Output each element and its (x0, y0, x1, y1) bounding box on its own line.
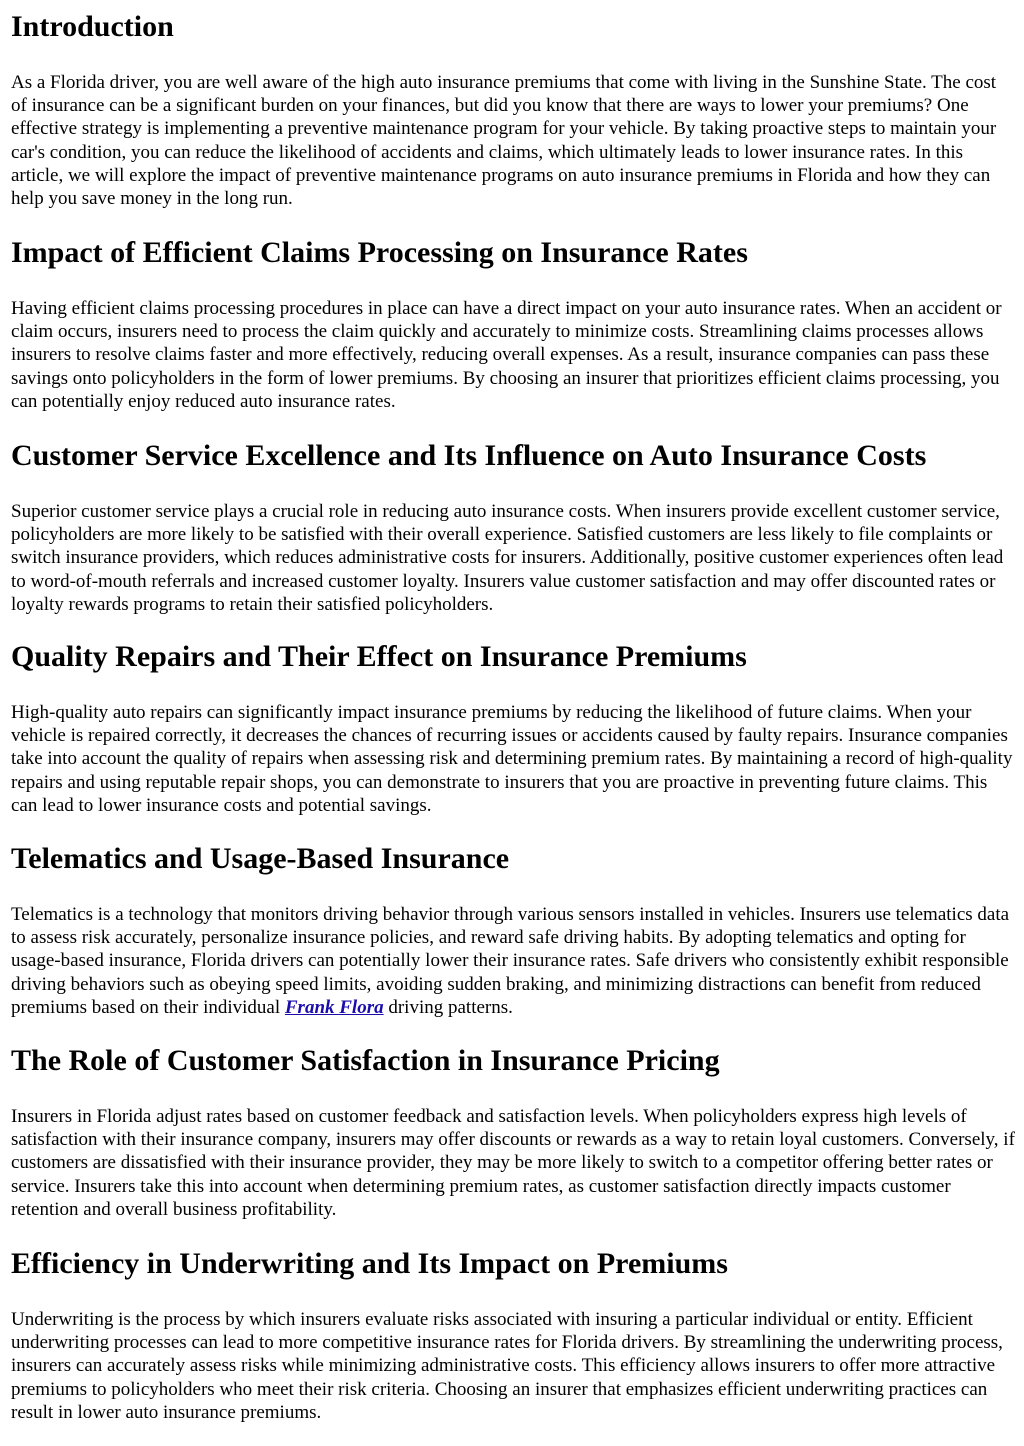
section-heading: The Role of Customer Satisfaction in Insurance Pricing (11, 1044, 720, 1077)
frank-flora-link[interactable]: Frank Flora (284, 996, 384, 1018)
section-telematics (11, 842, 1016, 1019)
section-introduction (11, 10, 1016, 210)
section-claims-processing (11, 236, 1016, 413)
section-paragraph: Superior customer service plays a crucial role in reducing auto insurance costs. When insurers provide excellent customer service, policyholders are more likely to be satisfied with their overall experience. Satisfied customers are less likely to file complaints or switch insurance providers, which reduces administrative costs for insurers. Additionally, positive customer experiences often lead to word-of-mouth referrals and increased customer loyalty. Insurers value customer satisfaction and may offer discounted rates or loyalty rewards programs to retain their satisfied policyholders. (11, 501, 1004, 615)
section-customer-service (11, 439, 1016, 616)
section-heading: Efficiency in Underwriting and Its Impact on Premiums (11, 1247, 728, 1280)
section-heading: Customer Service Excellence and Its Influence on Auto Insurance Costs (11, 439, 927, 472)
section-paragraph: Having efficient claims processing procedures in place can have a direct impact on your auto insurance rates. When an accident or claim occurs, insurers need to process the claim quickly and accurately to minimize costs. Streamlining claims processes allows insurers to resolve claims faster and more effectively, reducing overall expenses. As a result, insurance companies can pass these savings onto policyholders in the form of lower premiums. By choosing an insurer that prioritizes efficient claims processing, you can potentially enjoy reduced auto insurance rates. (11, 298, 1002, 412)
section-heading: Telematics and Usage-Based Insurance (11, 842, 510, 875)
section-paragraph: Insurers in Florida adjust rates based on customer feedback and satisfaction levels. When policyholders express high levels of satisfaction with their insurance company, insurers may offer discounts or rewards as a way to retain loyal customers. Conversely, if customers are dissatisfied with their insurance provider, they may be more likely to switch to a competitor offering better rates or service. Insurers take this into account when determining premium rates, as customer satisfaction directly impacts customer retention and overall business profitability. (11, 1106, 1015, 1220)
paragraph-text-after-link: driving patterns. (383, 996, 513, 1018)
section-underwriting (11, 1247, 1016, 1424)
section-paragraph: High-quality auto repairs can significantly impact insurance premiums by reducing the likelihood of future claims. When your vehicle is repaired correctly, it decreases the chances of recurring issues or accidents caused by faulty repairs. Insurance companies take into account the quality of repairs when assessing risk and determining premium rates. By maintaining a record of high-quality repairs and using reputable repair shops, you can demonstrate to insurers that you are proactive in preventing future claims. This can lead to lower insurance costs and potential savings. (11, 702, 1013, 816)
section-paragraph: As a Florida driver, you are well aware of the high auto insurance premiums that come with living in the Sunshine State. The cost of insurance can be a significant burden on your finances, but did you know that there are ways to lower your premiums? One effective strategy is implementing a preventive maintenance program for your vehicle. By taking proactive steps to maintain your car's condition, you can reduce the likelihood of accidents and claims, which ultimately leads to lower insurance rates. In this article, we will explore the impact of preventive maintenance programs on auto insurance premiums in Florida and how they can help you save money in the long run. (11, 72, 997, 210)
section-customer-satisfaction (11, 1044, 1016, 1221)
section-heading: Impact of Efficient Claims Processing on Insurance Rates (11, 236, 748, 269)
section-quality-repairs (11, 640, 1016, 817)
section-paragraph (11, 903, 1016, 1019)
paragraph-text-before-link: Telematics is a technology that monitors driving behavior through various sensors installed in vehicles. Insurers use telematics data to assess risk accurately, personalize insurance policies, and reward safe driving habits. By adopting telematics and opting for usage-based insurance, Florida drivers can potentially lower their insurance rates. Safe drivers who consistently exhibit responsible driving behaviors such as obeying speed limits, avoiding sudden braking, and minimizing distractions can benefit from reduced premiums based on their individual (11, 904, 1010, 1018)
section-heading: Quality Repairs and Their Effect on Insurance Premiums (11, 640, 747, 673)
section-paragraph: Underwriting is the process by which insurers evaluate risks associated with insuring a particular individual or entity. Efficient underwriting processes can lead to more competitive insurance rates for Florida drivers. By streamlining the underwriting process, insurers can accurately assess risks while minimizing administrative costs. This efficiency allows insurers to offer more attractive premiums to policyholders who meet their risk criteria. Choosing an insurer that emphasizes efficient underwriting practices can result in lower auto insurance premiums. (11, 1309, 1003, 1423)
section-heading: Introduction (11, 10, 174, 43)
